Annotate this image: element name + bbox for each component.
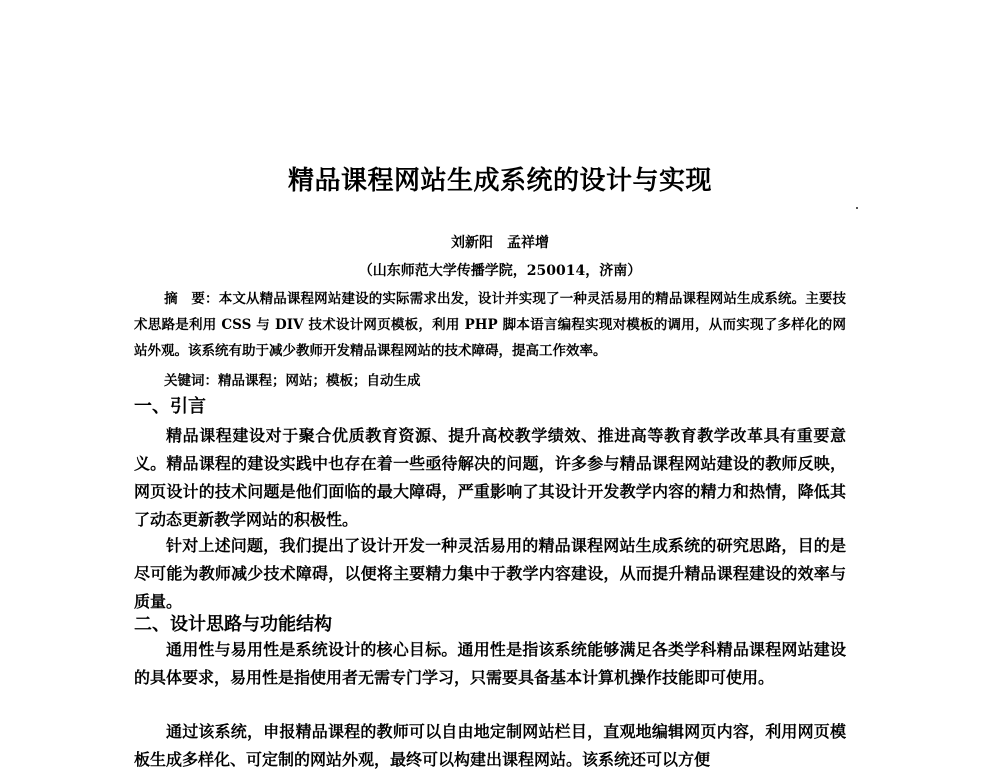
scan-speck [856,207,858,209]
paper-title: 精品课程网站生成系统的设计与实现 [287,166,712,196]
intro-paragraph-2: 针对上述问题，我们提出了设计开发一种灵活易用的精品课程网站生成系统的研究思路，目的是尽可能为教师减少技术障碍，以便将主要精力集中于教学内容建设，从而提升精品课程建设的效率与质量。 [134,536,846,611]
author-list: 刘新阳 孟祥增 [451,235,549,251]
keywords-label: 关键词： [164,373,218,389]
keywords-text: 精品课程；网站；模板；自动生成 [218,373,421,389]
keywords [164,369,421,389]
abstract-label: 摘 要： [164,291,219,307]
design-paragraph-2: 通过该系统，申报精品课程的教师可以自由地定制网站栏目，直观地编辑网页内容，利用网页模板生成多样化、可定制的网站外观，最终可以构建出课程网站。该系统还可以方便 [134,722,846,769]
abstract [134,286,846,364]
affiliation: （山东师范大学传播学院，250014，济南） [358,263,642,279]
abstract-text: 本文从精品课程网站建设的实际需求出发，设计并实现了一种灵活易用的精品课程网站生成系统。主要技术思路是利用 CSS 与 DIV 技术设计网页模板，利用 PHP 脚本语言编程实现对模板的调用，从而实现了多样化的网站外观。该系统有助于减少教师开发精品课程网站的技术障碍，提高工作效率。 [134,291,847,359]
design-paragraph-1: 通用性与易用性是系统设计的核心目标。通用性是指该系统能够满足各类学科精品课程网站建设的具体要求，易用性是指使用者无需专门学习，只需要具备基本计算机操作技能即可使用。 [134,640,846,687]
section-heading-design: 二、设计思路与功能结构 [134,614,332,635]
section-heading-introduction: 一、引言 [134,396,206,417]
intro-paragraph-1: 精品课程建设对于聚合优质教育资源、提升高校教学绩效、推进高等教育教学改革具有重要意义。精品课程的建设实践中也存在着一些亟待解决的问题，许多参与精品课程网站建设的教师反映，网页设计的技术问题是他们面临的最大障碍，严重影响了其设计开发教学内容的精力和热情，降低其了动态更新教学网站的积极性。 [134,426,846,529]
